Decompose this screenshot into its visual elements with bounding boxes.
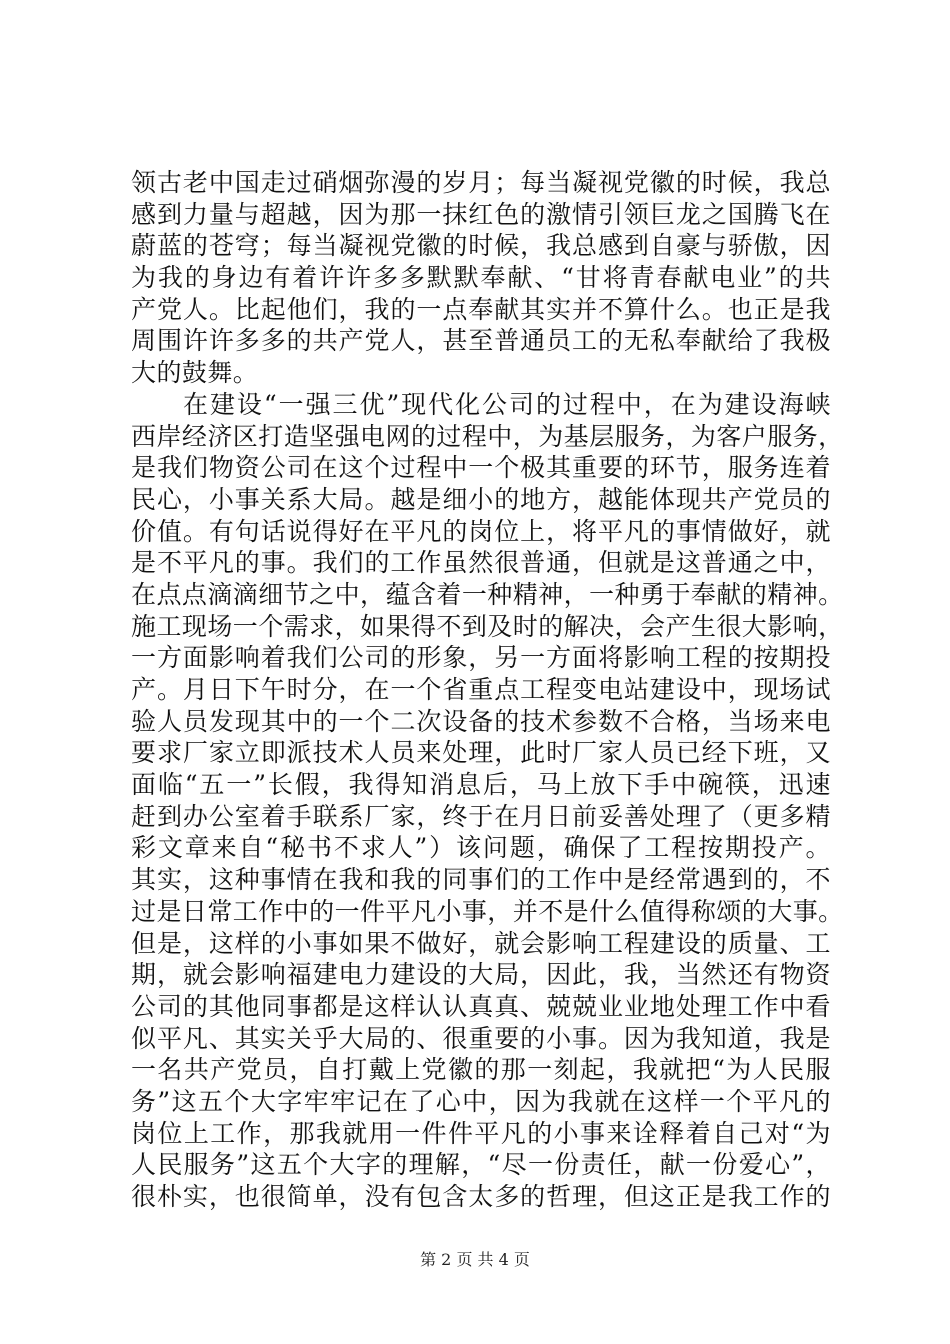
text-line: 其实，这种事情在我和我的同事们的工作中是经常遇到的，不	[131, 865, 831, 895]
text-line: 西岸经济区打造坚强电网的过程中，为基层服务，为客户服务，	[131, 421, 844, 451]
text-line: 务”这五个大字牢牢记在了心中，因为我就在这样一个平凡的	[131, 1086, 831, 1116]
paragraph-first-line: 在建设“一强三优”现代化公司的过程中，在为建设海峡	[183, 389, 831, 419]
text-line: 民心，小事关系大局。越是细小的地方，越能体现共产党员的	[131, 484, 831, 514]
text-line: 验人员发现其中的一个二次设备的技术参数不合格，当场来电	[131, 706, 831, 736]
page-number-footer: 第 2 页 共 4 页	[420, 1250, 530, 1269]
text-line: 在点点滴滴细节之中，蕴含着一种精神，一种勇于奉献的精神。	[131, 579, 844, 609]
text-line: 周围许许多多的共产党人，甚至普通员工的无私奉献给了我极	[131, 326, 831, 356]
text-line: 价值。有句话说得好在平凡的岗位上，将平凡的事情做好，就	[131, 516, 831, 546]
text-line: 为我的身边有着许许多多默默奉献、“甘将青春献电业”的共	[131, 263, 831, 293]
text-line: 彩文章来自“秘书不求人”）该问题，确保了工程按期投产。	[131, 833, 831, 863]
body-text	[131, 167, 844, 1213]
text-line: 大的鼓舞。	[131, 358, 259, 388]
text-line: 期，就会影响福建电力建设的大局，因此，我，当然还有物资	[131, 960, 831, 990]
text-line: 产党人。比起他们，我的一点奉献其实并不算什么。也正是我	[131, 294, 831, 324]
text-line: 很朴实，也很简单，没有包含太多的哲理，但这正是我工作的	[131, 1182, 831, 1211]
text-line: 公司的其他同事都是这样认认真真、兢兢业业地处理工作中看	[131, 991, 831, 1021]
text-line: 一名共产党员，自打戴上党徽的那一刻起，我就把“为人民服	[131, 1055, 831, 1085]
text-line: 一方面影响着我们公司的形象，另一方面将影响工程的按期投	[131, 643, 831, 673]
text-line: 施工现场一个需求，如果得不到及时的解决，会产生很大影响，	[131, 611, 844, 641]
text-line: 蔚蓝的苍穹；每当凝视党徽的时候，我总感到自豪与骄傲，因	[131, 231, 831, 261]
text-line: 要求厂家立即派技术人员来处理，此时厂家人员已经下班，又	[131, 738, 831, 768]
text-line: 是我们物资公司在这个过程中一个极其重要的环节，服务连着	[131, 453, 831, 483]
text-line: 赶到办公室着手联系厂家，终于在月日前妥善处理了（更多精	[131, 801, 831, 831]
text-line: 领古老中国走过硝烟弥漫的岁月；每当凝视党徽的时候，我总	[131, 168, 831, 197]
text-line: 感到力量与超越，因为那一抹红色的激情引领巨龙之国腾飞在	[131, 199, 831, 229]
text-line: 产。月日下午时分，在一个省重点工程变电站建设中，现场试	[131, 675, 831, 704]
text-line: 人民服务”这五个大字的理解，“尽一份责任，献一份爱心”，	[131, 1150, 831, 1180]
text-line: 过是日常工作中的一件平凡小事，并不是什么值得称颂的大事。	[131, 896, 844, 926]
text-line: 岗位上工作，那我就用一件件平凡的小事来诠释着自己对“为	[131, 1118, 831, 1148]
text-line: 但是，这样的小事如果不做好，就会影响工程建设的质量、工	[131, 928, 831, 958]
text-line: 面临“五一”长假，我得知消息后，马上放下手中碗筷，迅速	[131, 770, 831, 800]
text-line: 似平凡、其实关乎大局的、很重要的小事。因为我知道，我是	[131, 1023, 831, 1053]
text-line: 是不平凡的事。我们的工作虽然很普通，但就是这普通之中，	[131, 548, 831, 578]
